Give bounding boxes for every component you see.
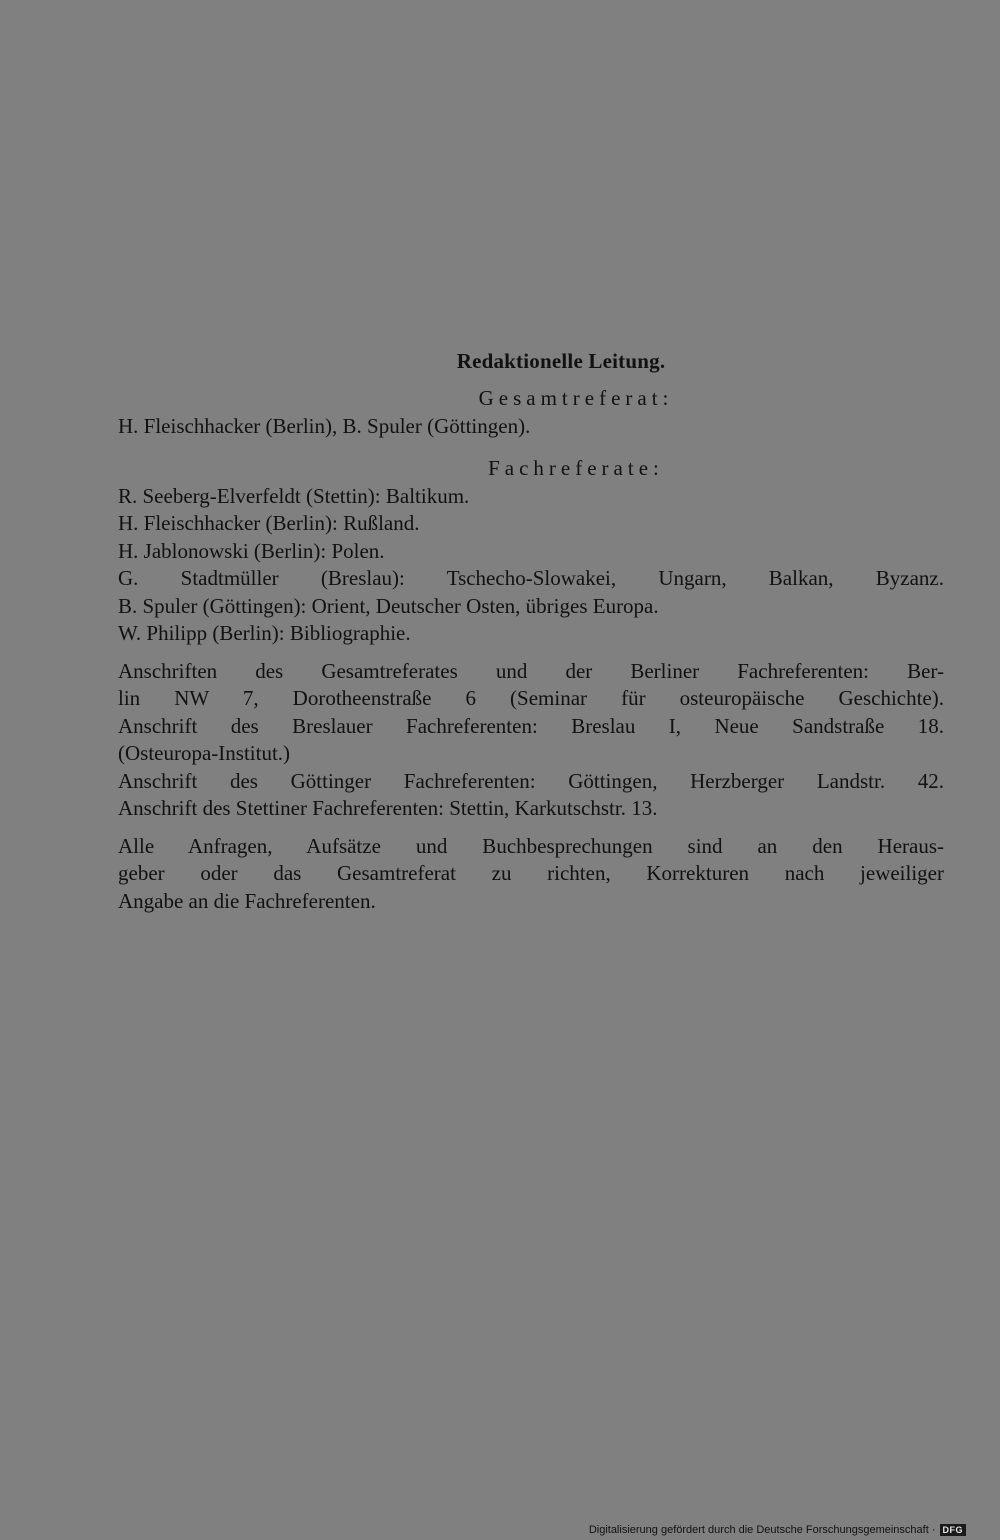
fachreferat-entry: R. Seeberg-Elverfeldt (Stettin): Baltikum. bbox=[118, 483, 470, 508]
gesamtreferat-names: H. Fleischhacker (Berlin), B. Spuler (Göttingen). bbox=[118, 414, 531, 438]
fachreferat-entry: W. Philipp (Berlin): Bibliographie. bbox=[118, 621, 411, 645]
address-line: Anschrift des Stettiner Fachreferenten: Stettin, Karkutschstr. 13. bbox=[118, 796, 658, 820]
footer-text: Digitalisierung gefördert durch die Deutsche Forschungsgemeinschaft · bbox=[588, 1524, 936, 1536]
fachreferat-entry: G. Stadtmüller (Breslau): Tschecho-Slowakei, Ungarn, Balkan, Byzanz. bbox=[118, 566, 944, 590]
fachreferate-list bbox=[118, 483, 944, 648]
inquiries-line: Alle Anfragen, Aufsätze und Buchbesprechungen sind an den Heraus- bbox=[118, 833, 944, 858]
address-line: (Osteuropa-Institut.) bbox=[118, 741, 291, 765]
dfg-logo: DFG bbox=[940, 1524, 967, 1536]
inquiries-line: Angabe an die Fachreferenten. bbox=[118, 888, 376, 913]
gesamtreferat-title: Gesamtreferat: bbox=[478, 386, 674, 410]
editorial-heading: Redaktionelle Leitung. bbox=[456, 349, 666, 373]
fachreferat-entry: B. Spuler (Göttingen): Orient, Deutscher Osten, übriges Europa. bbox=[118, 593, 659, 618]
fachreferate-title: Fachreferate: bbox=[488, 455, 664, 480]
inquiries-line: geber oder das Gesamtreferat zu richten, Korrekturen nach jeweiliger bbox=[118, 861, 944, 885]
digitization-footer bbox=[589, 1524, 966, 1536]
inquiries-paragraph bbox=[118, 833, 944, 916]
address-line: Anschrift des Göttinger Fachreferenten: Göttingen, Herzberger Landstr. 42. bbox=[118, 768, 944, 793]
fachreferat-entry: H. Jablonowski (Berlin): Polen. bbox=[118, 538, 385, 563]
fachreferat-entry: H. Fleischhacker (Berlin): Rußland. bbox=[118, 511, 420, 535]
address-line: Anschriften des Gesamtreferates und der Berliner Fachreferenten: Ber- bbox=[118, 658, 944, 683]
address-line: Anschrift des Breslauer Fachreferenten: Breslau I, Neue Sandstraße 18. bbox=[118, 713, 944, 738]
address-line: lin NW 7, Dorotheenstraße 6 (Seminar für osteuropäische Geschichte). bbox=[118, 686, 944, 710]
addresses-paragraph bbox=[118, 658, 944, 823]
editorial-content bbox=[118, 343, 944, 915]
